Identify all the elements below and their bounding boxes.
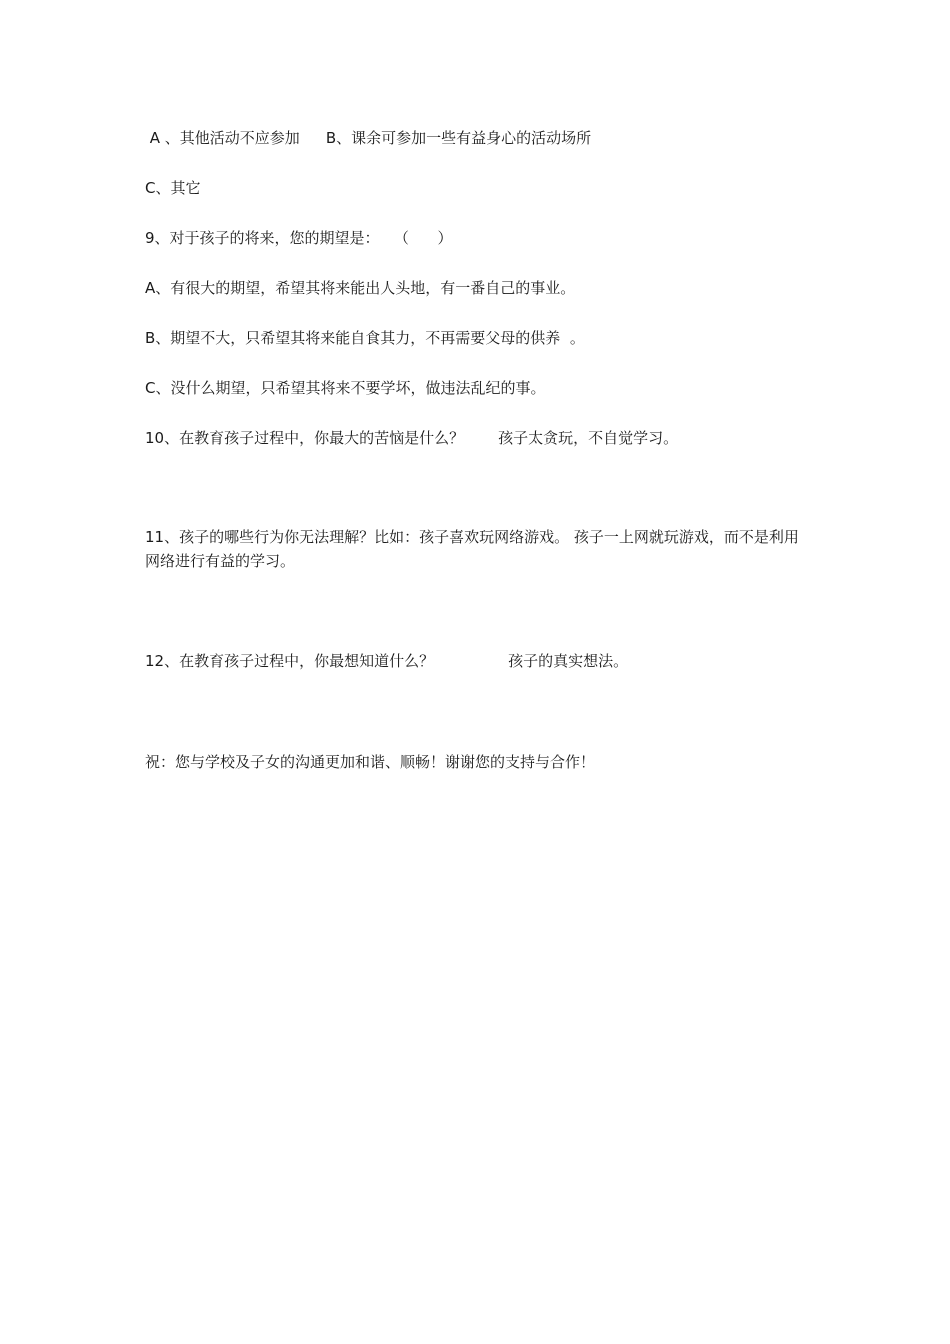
option-b-text: B、课余可参加一些有益身心的活动场所: [325, 129, 592, 147]
question-12: 12、在教育孩子过程中，你最想知道什么？: [145, 652, 435, 670]
option-line-1: [145, 126, 591, 150]
question-12-line: [145, 649, 628, 673]
question-9-option-c: C、没什么期望，只希望其将来不要学坏，做违法乱纪的事。: [145, 379, 546, 397]
option-a-text: A 、其他活动不应参加: [145, 129, 300, 147]
question-11: 11、孩子的哪些行为你无法理解？比如：孩子喜欢玩网络游戏。 孩子一上网就玩游戏，而不是利用网络进行有益的学习。: [145, 528, 799, 570]
question-10-answer: 孩子太贪玩，不自觉学习。: [498, 429, 679, 447]
question-9-option-a: A、有很大的期望，希望其将来能出人头地，有一番自己的事业。: [145, 279, 576, 297]
question-10: 10、在教育孩子过程中，你最大的苦恼是什么？: [145, 429, 465, 447]
option-c-text: C、其它: [145, 179, 201, 197]
question-9-option-b: B、期望不大，只希望其将来能自食其力，不再需要父母的供养 。: [145, 329, 585, 347]
question-9: 9、对于孩子的将来，您的期望是： （ ）: [145, 229, 453, 247]
closing-text: 祝：您与学校及子女的沟通更加和谐、顺畅！谢谢您的支持与合作！: [145, 753, 596, 771]
question-10-line: [145, 426, 678, 450]
question-12-answer: 孩子的真实想法。: [508, 652, 629, 670]
